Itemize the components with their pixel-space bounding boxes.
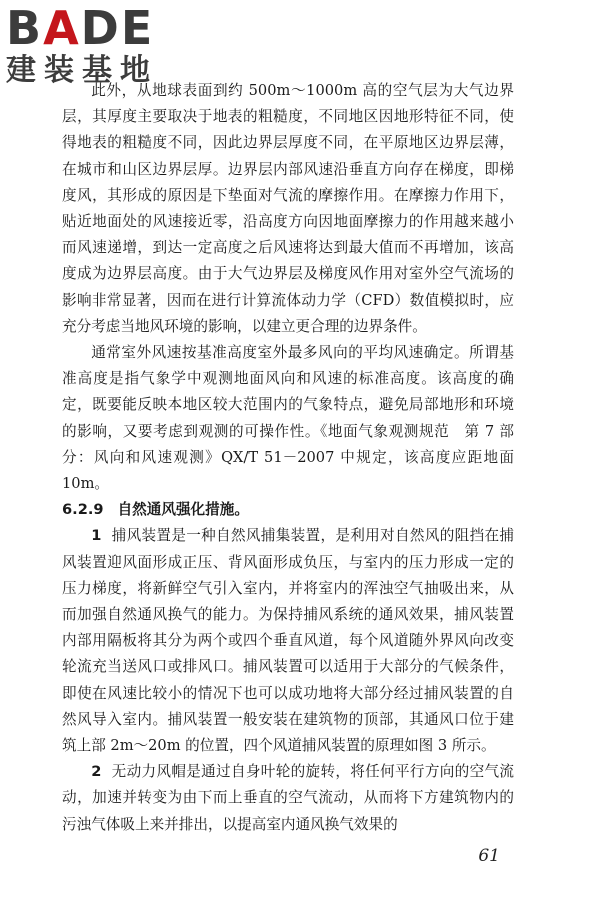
list-item-turbine-ventilator [62,759,514,838]
list-item-text: 捕风装置是一种自然风捕集装置，是利用对自然风的阻挡在捕风装置迎风面形成正压、背风面形成负压，与室内的压力形成一定的压力梯度，将新鲜空气引入室内，并将室内的浑浊空气抽吸出来，从而加强自然通风换气的能力。为保持捕风系统的通风效果，捕风装置内部用隔板将其分为两个或四个垂直风道，每个风道随外界风向改变轮流充当送风口或排风口。捕风装置可以适用于大部分的气候条件，即使在风速比较小的情况下也可以成功地将大部分经过捕风装置的自然风导入室内。捕风装置一般安装在建筑物的顶部，其通风口位于建筑上部 2m～20m 的位置，四个风道捕风装置的原理如图 3 所示。 [62,527,514,755]
paragraph-boundary-layer: 此外，从地球表面到约 500m～1000m 高的空气层为大气边界层，其厚度主要取决于地表的粗糙度，不同地区因地形特征不同，使得地表的粗糙度不同，因此边界层厚度不同，在平原地区边界层薄，在城市和山区边界层厚。边界层内部风速沿垂直方向存在梯度，即梯度风，其形成的原因是下垫面对气流的摩擦作用。在摩擦力作用下，贴近地面处的风速接近零，沿高度方向因地面摩擦力的作用越来越小而风速递增，到达一定高度之后风速将达到最大值而不再增加，该高度成为边界层高度。由于大气边界层及梯度风作用对室外空气流场的影响非常显著，因而在进行计算流体动力学（CFD）数值模拟时，应充分考虑当地风环境的影响，以建立更合理的边界条件。 [62,82,514,335]
list-item-text: 无动力风帽是通过自身叶轮的旋转，将任何平行方向的空气流动，加速并转变为由下而上垂直的空气流动，从而将下方建筑物内的污浊气体吸上来并排出，以提高室内通风换气效果的 [62,763,514,833]
section-heading [62,497,514,523]
section-number: 6.2.9 [62,501,104,519]
list-item-number: 2 [91,763,102,781]
logo-letter-a-accent: A [43,1,81,55]
logo-letters-de: DE [80,1,155,55]
logo-wordmark [6,1,206,55]
list-item-wind-catcher [62,523,514,759]
logo-subtitle: 建装基地 [6,53,158,88]
logo-letter-b: B [6,1,44,55]
section-title: 自然通风强化措施。 [117,501,249,519]
page-number: 61 [478,846,500,866]
list-item-number: 1 [91,527,102,545]
logo [6,1,206,88]
document-body [62,78,514,838]
paragraph-reference-height: 通常室外风速按基准高度室外最多风向的平均风速确定。所谓基准高度是指气象学中观测地面风向和风速的标准高度。该高度的确定，既要能反映本地区较大范围内的气象特点，避免局部地形和环境的影响，又要考虑到观测的可操作性。《地面气象观测规范 第 7 部分：风向和风速观测》QX/T 51－2007 中规定，该高度应距地面 10m。 [62,344,514,493]
